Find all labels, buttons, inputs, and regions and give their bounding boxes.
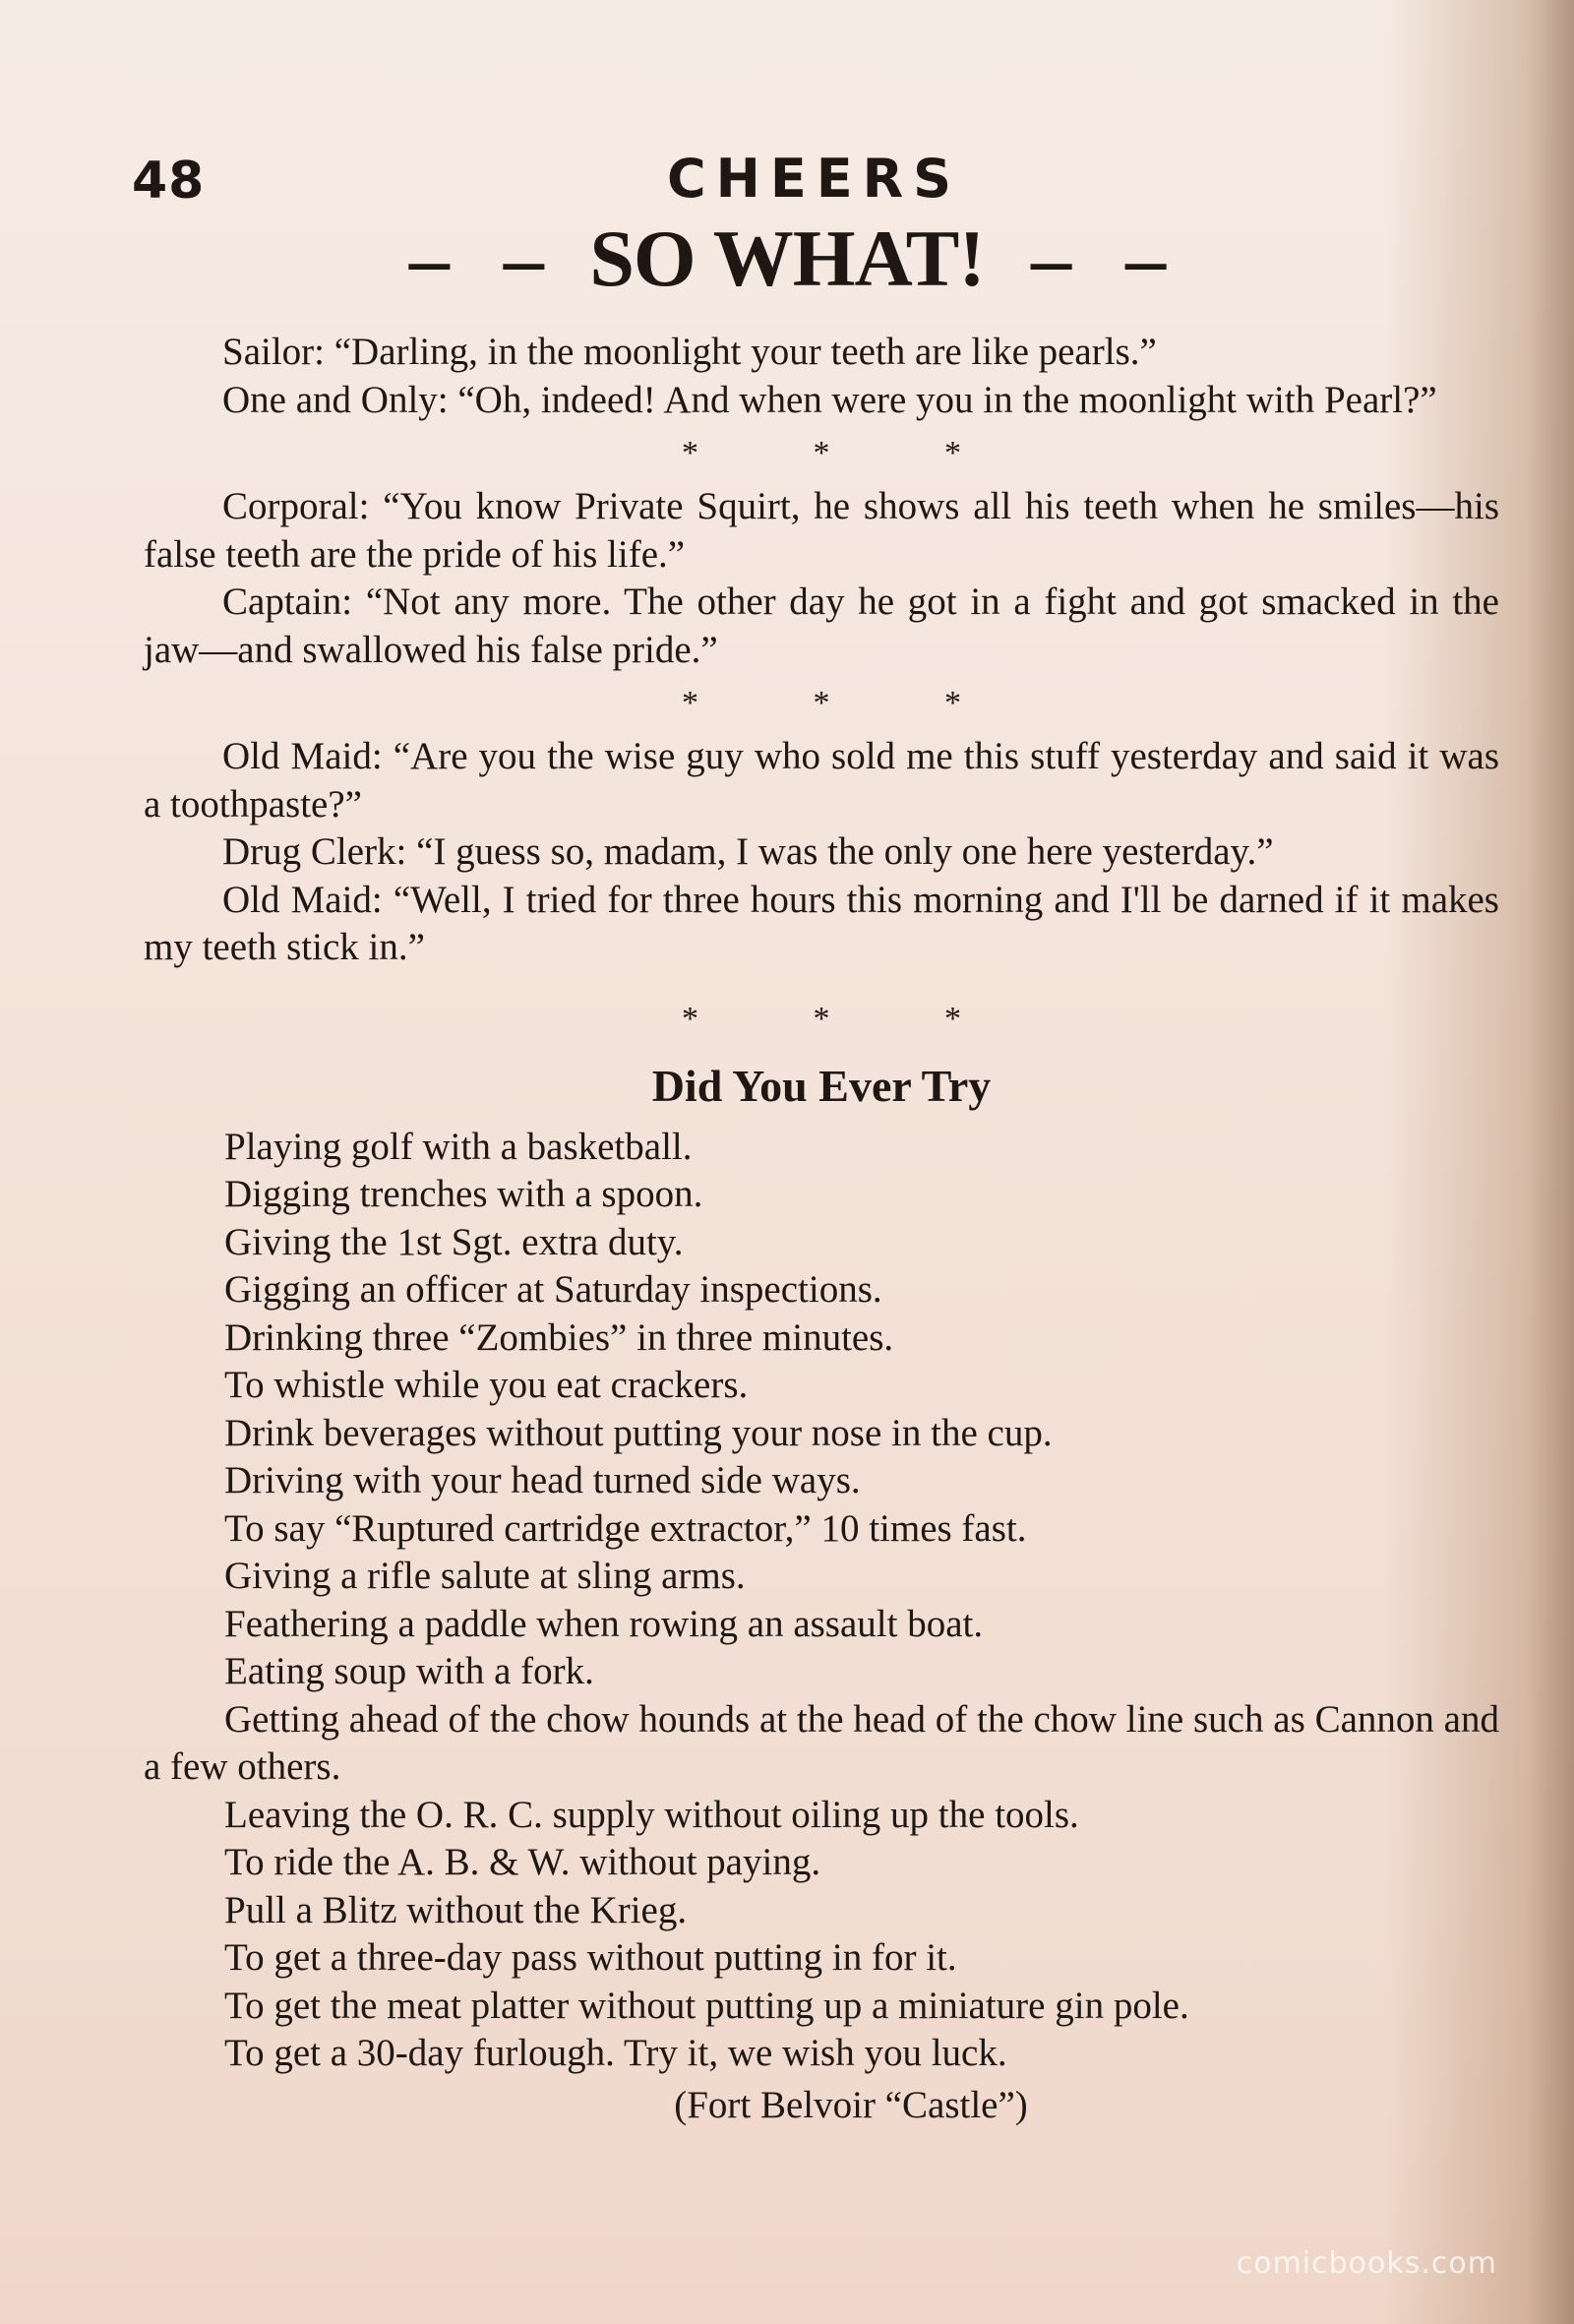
joke-3	[144, 733, 1499, 972]
watermark: comicbooks.com	[1236, 2246, 1497, 2281]
list-item: Leaving the O. R. C. supply without oiling up the tools.	[224, 1793, 1079, 1836]
section-heading: Did You Ever Try	[651, 1060, 992, 1111]
source-credit: (Fort Belvoir “Castle”)	[674, 2083, 1028, 2126]
article-title	[0, 213, 1574, 305]
list-item: Drink beverages without putting your nose in the cup.	[224, 1411, 1053, 1454]
list-item: Feathering a paddle when rowing an assault boat.	[224, 1602, 984, 1645]
page-header	[0, 148, 1574, 211]
joke-1	[144, 329, 1499, 424]
magazine-title: CHEERS	[667, 148, 962, 210]
list-item: To get a three-day pass without putting in for it.	[224, 1936, 957, 1979]
list-item: Digging trenches with a spoon.	[224, 1173, 703, 1215]
list-item: To whistle while you eat crackers.	[224, 1364, 749, 1406]
did-you-ever-try-list	[144, 1124, 1499, 2078]
asterisk-separator: * * *	[682, 435, 1014, 471]
list-item: Gigging an officer at Saturday inspections.	[224, 1268, 882, 1311]
asterisk-separator: * * *	[682, 1000, 1014, 1037]
joke-line: Old Maid: “Are you the wise guy who sold me this stuff yesterday and said it was a toothpaste?”	[144, 735, 1499, 826]
joke-line: Sailor: “Darling, in the moonlight your teeth are like pearls.”	[222, 331, 1157, 373]
list-item: To say “Ruptured cartridge extractor,” 10 times fast.	[224, 1506, 1027, 1550]
joke-line: Drug Clerk: “I guess so, madam, I was the only one here yesterday.”	[222, 830, 1274, 873]
title-dash: –	[1031, 214, 1071, 303]
list-item: Getting ahead of the chow hounds at the head of the chow line such as Cannon and a few others.	[144, 1697, 1499, 1788]
list-item: To get a 30-day furlough. Try it, we wish you luck.	[224, 2032, 1007, 2074]
title-dash: –	[408, 214, 449, 303]
joke-line: Captain: “Not any more. The other day he got in a fight and got smacked in the jaw—and swallowed his false pride.”	[144, 581, 1499, 671]
list-item: Driving with your head turned side ways.	[224, 1459, 861, 1501]
article-body	[144, 329, 1499, 2129]
title-dash: –	[503, 214, 543, 303]
list-item: Eating soup with a fork.	[224, 1650, 594, 1692]
title-dash: –	[1125, 214, 1166, 303]
joke-line: Corporal: “You know Private Squirt, he shows all his teeth when he smiles—his false teeth are the pride of his life.”	[144, 485, 1499, 576]
asterisk-separator: * * *	[682, 685, 1014, 721]
list-item: To ride the A. B. & W. without paying.	[224, 1841, 821, 1883]
joke-2	[144, 483, 1499, 674]
title-text: SO WHAT!	[589, 214, 985, 303]
list-item: Drinking three “Zombies” in three minutes.	[224, 1315, 894, 1359]
list-item: Giving the 1st Sgt. extra duty.	[224, 1220, 684, 1263]
list-item: Pull a Blitz without the Krieg.	[224, 1888, 688, 1931]
page-number: 48	[132, 152, 206, 211]
joke-line: Old Maid: “Well, I tried for three hours this morning and I'll be darned if it makes my teeth stick in.”	[144, 878, 1499, 968]
list-item: Playing golf with a basketball.	[224, 1125, 693, 1168]
joke-line: One and Only: “Oh, indeed! And when were you in the moonlight with Pearl?”	[222, 378, 1437, 421]
list-item: Giving a rifle salute at sling arms.	[224, 1555, 746, 1597]
list-item: To get the meat platter without putting up a miniature gin pole.	[224, 1984, 1189, 2027]
